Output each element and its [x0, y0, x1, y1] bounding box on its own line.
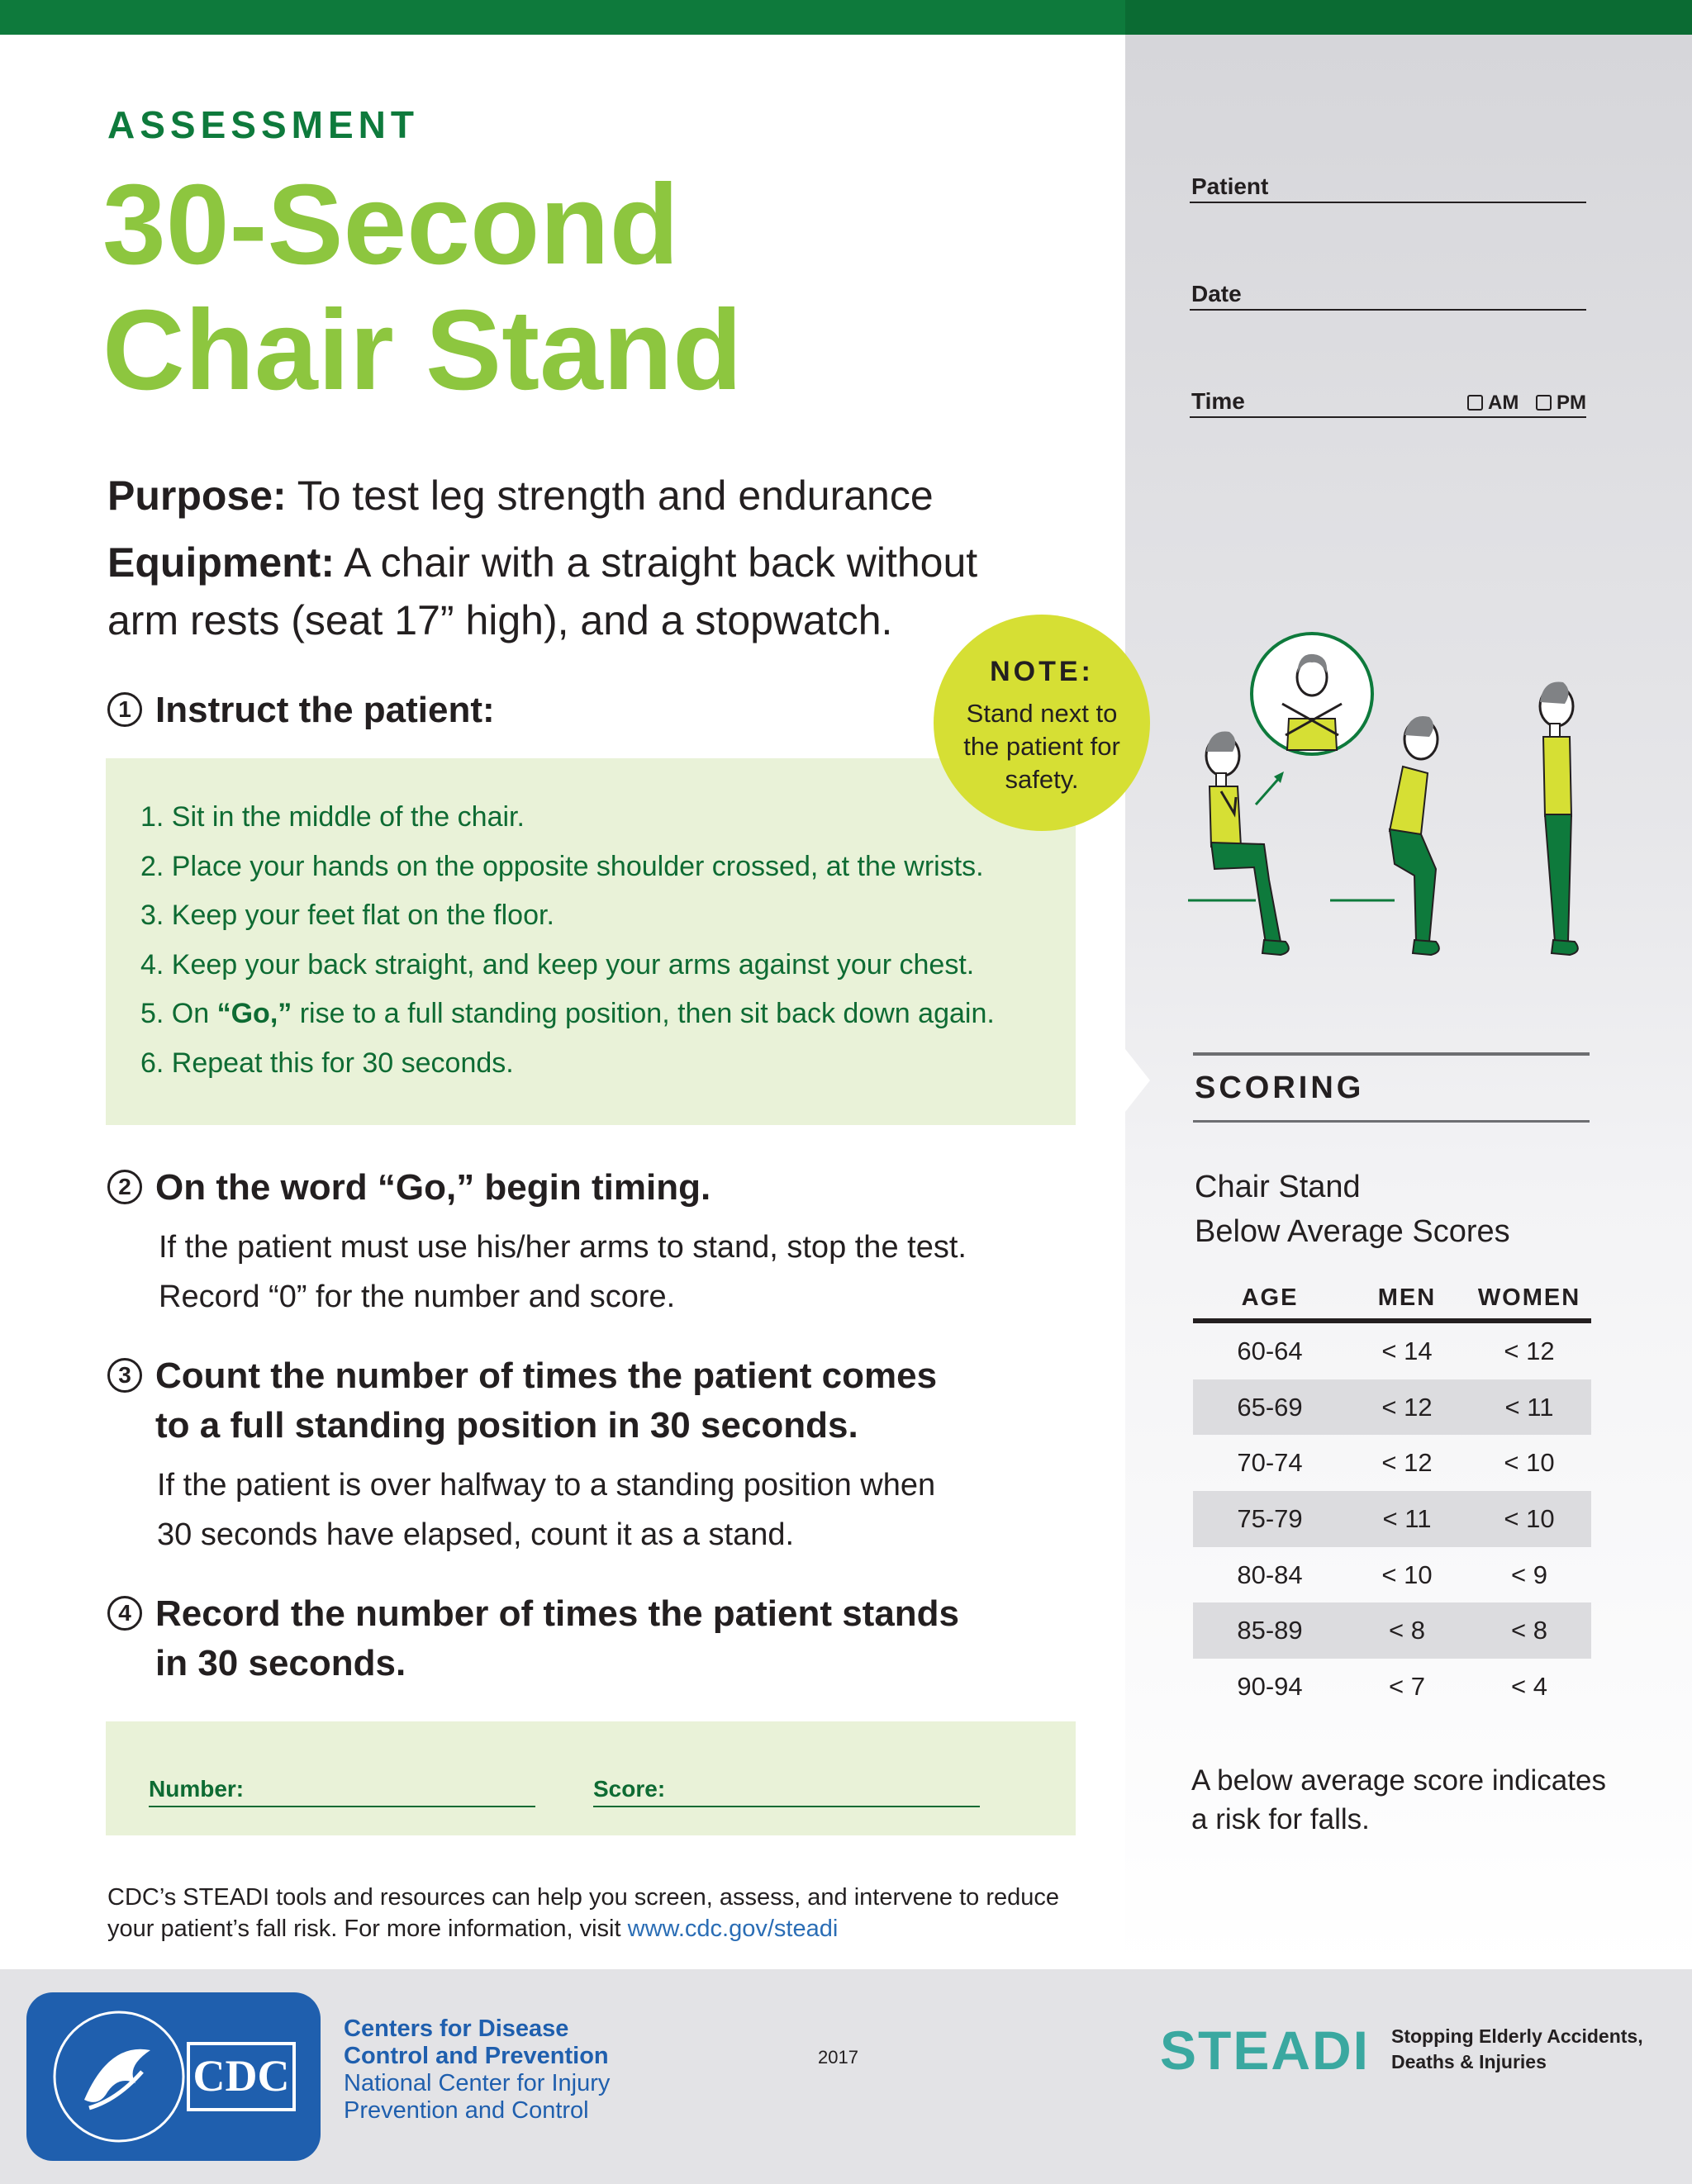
step-4-heading [107, 1589, 959, 1688]
scoring-note-line: A below average score indicates [1191, 1764, 1606, 1797]
am-pm-options [1467, 392, 1586, 415]
table-row [1193, 1491, 1591, 1547]
title-line-2: Chair Stand [102, 287, 743, 414]
instruction-text: 6. Repeat this for 30 seconds. [140, 1047, 514, 1079]
note-title: NOTE: [990, 656, 1094, 687]
instruction-item [140, 941, 995, 990]
step-2-title: On the word “Go,” begin timing. [155, 1167, 711, 1208]
instructions-box [106, 758, 1076, 1125]
men-cell: < 12 [1347, 1379, 1467, 1436]
step-2-number: 2 [107, 1170, 142, 1204]
step-4-title-line2: in 30 seconds. [155, 1643, 406, 1683]
standing-figure-icon [1540, 682, 1578, 956]
hhs-cdc-logo [26, 1992, 321, 2161]
title-line-1: 30-Second [102, 161, 679, 288]
patient-field[interactable] [1190, 202, 1586, 203]
column-header-women: WOMEN [1477, 1284, 1581, 1311]
step-3-number: 3 [107, 1358, 142, 1393]
age-cell: 60-64 [1237, 1336, 1303, 1365]
step-3-text-line: If the patient is over halfway to a standing position when [157, 1468, 936, 1503]
scoring-table [1193, 1277, 1591, 1715]
age-cell: 85-89 [1193, 1602, 1347, 1659]
step-1-number: 1 [107, 692, 142, 727]
scoring-subtitle-line: Below Average Scores [1195, 1214, 1510, 1249]
score-label: Score: [593, 1776, 666, 1802]
age-cell: 80-84 [1237, 1560, 1303, 1589]
footer-info-text [107, 1882, 1099, 1944]
footer-text-line: your patient’s fall risk. For more information, visit [107, 1916, 628, 1942]
pm-label: PM [1557, 392, 1586, 414]
chair-stand-illustration [1173, 628, 1611, 975]
hhs-eagle-icon [26, 1992, 321, 2161]
instruction-item [140, 990, 995, 1039]
step-2-text [159, 1223, 967, 1322]
instruction-item [140, 793, 995, 843]
score-field[interactable] [593, 1806, 980, 1807]
step-3-text-line: 30 seconds have elapsed, count it as a stand. [157, 1517, 795, 1552]
number-label: Number: [149, 1776, 245, 1802]
footer-text-line: CDC’s STEADI tools and resources can help you screen, assess, and intervene to reduce [107, 1884, 1059, 1911]
men-cell: < 14 [1381, 1336, 1433, 1365]
instruction-text: 4. Keep your back straight, and keep your arms against your chest. [140, 948, 975, 980]
instruction-text: 1. Sit in the middle of the chair. [140, 801, 525, 833]
sidebar-notch [1125, 1049, 1150, 1112]
scoring-note [1191, 1761, 1606, 1839]
pm-checkbox[interactable] [1536, 395, 1552, 411]
step-3-title-line1: Count the number of times the patient comes [155, 1356, 938, 1396]
table-row [1193, 1323, 1591, 1379]
equipment-label: Equipment: [107, 539, 335, 586]
step-3-heading [107, 1351, 937, 1450]
scoring-note-line: a risk for falls. [1191, 1803, 1370, 1835]
scoring-subtitle-line: Chair Stand [1195, 1170, 1361, 1204]
men-cell: < 8 [1347, 1602, 1467, 1659]
record-box [106, 1721, 1076, 1835]
women-cell: < 9 [1511, 1560, 1547, 1589]
table-row [1193, 1547, 1591, 1603]
step-3-text [157, 1460, 935, 1560]
instruction-item [140, 891, 995, 941]
equipment-text [107, 534, 1016, 649]
age-cell: 75-79 [1193, 1491, 1347, 1547]
instruction-item [140, 1039, 995, 1089]
men-cell: < 12 [1381, 1448, 1433, 1478]
step-2-text-line: Record “0” for the number and score. [159, 1280, 676, 1314]
equipment-value: A chair with a straight back without arm rests (seat 17” high), and a stopwatch. [107, 539, 978, 643]
instruction-text: 3. Keep your feet flat on the floor. [140, 900, 554, 931]
table-row [1193, 1379, 1591, 1436]
step-2-heading [107, 1163, 711, 1213]
women-cell: < 10 [1467, 1491, 1591, 1547]
women-cell: < 12 [1504, 1336, 1555, 1365]
year-label: 2017 [818, 2047, 858, 2068]
step-3-title-line2: to a full standing position in 30 seconds. [155, 1405, 858, 1446]
eyebrow-label: ASSESSMENT [107, 103, 419, 146]
cdc-name-line: Centers for Disease [344, 2015, 569, 2042]
instruction-emphasis: “Go,” [216, 998, 292, 1029]
am-checkbox[interactable] [1467, 395, 1483, 411]
cdc-name-line: Prevention and Control [344, 2097, 589, 2124]
step-2-text-line: If the patient must use his/her arms to stand, stop the test. [159, 1230, 967, 1265]
purpose-value: To test leg strength and endurance [286, 472, 934, 519]
table-row [1193, 1435, 1591, 1491]
scoring-subtitle [1195, 1165, 1510, 1254]
steadi-link[interactable]: www.cdc.gov/steadi [627, 1916, 839, 1942]
date-field[interactable] [1190, 309, 1586, 311]
cdc-name-line: National Center for Injury [344, 2070, 611, 2096]
number-field[interactable] [149, 1806, 535, 1807]
scoring-divider-top [1193, 1052, 1590, 1056]
men-cell: < 11 [1347, 1491, 1467, 1547]
women-cell: < 11 [1467, 1379, 1591, 1436]
age-cell: 90-94 [1237, 1671, 1303, 1701]
sitting-figure-icon [1188, 732, 1289, 956]
steadi-tagline-line: Deaths & Injuries [1391, 2051, 1547, 2072]
table-row [1193, 1602, 1591, 1659]
step-4-number: 4 [107, 1596, 142, 1631]
time-label: Time [1191, 388, 1245, 414]
women-cell: < 10 [1504, 1448, 1555, 1478]
time-field[interactable] [1190, 416, 1586, 418]
patient-label: Patient [1191, 173, 1269, 199]
safety-note-bubble [934, 615, 1150, 831]
men-cell: < 7 [1389, 1671, 1425, 1701]
age-cell: 70-74 [1237, 1448, 1303, 1478]
purpose-text [107, 469, 934, 522]
scoring-title: SCORING [1195, 1071, 1365, 1105]
column-header-age: AGE [1241, 1284, 1299, 1311]
steadi-tagline-line: Stopping Elderly Accidents, [1391, 2025, 1643, 2047]
note-body: Stand next to the patient for safety. [963, 699, 1120, 794]
age-cell: 65-69 [1193, 1379, 1347, 1436]
arrow-icon [1256, 776, 1281, 805]
top-bar-sidebar [1125, 0, 1692, 35]
instruction-text: 5. On [140, 998, 217, 1029]
step-4-title-line1: Record the number of times the patient stands [155, 1593, 960, 1634]
table-header-row [1193, 1277, 1591, 1318]
page-title [102, 162, 742, 413]
column-header-men: MEN [1377, 1284, 1437, 1311]
men-cell: < 10 [1381, 1560, 1433, 1589]
step-1-heading [107, 686, 495, 735]
instruction-item [140, 843, 995, 892]
instructions-list [140, 793, 995, 1088]
instruction-text: 2. Place your hands on the opposite shoulder crossed, at the wrists. [140, 850, 984, 882]
steadi-logo: STEADI [1160, 2020, 1371, 2081]
crossed-arms-detail-icon [1252, 634, 1372, 754]
scoring-divider-bottom [1193, 1120, 1590, 1123]
cdc-name [344, 2015, 610, 2125]
instruction-text: rise to a full standing position, then sit back down again. [292, 998, 995, 1029]
step-1-title: Instruct the patient: [155, 690, 495, 730]
women-cell: < 8 [1467, 1602, 1591, 1659]
table-row [1193, 1659, 1591, 1715]
am-label: AM [1488, 392, 1519, 414]
cdc-name-line: Control and Prevention [344, 2043, 609, 2069]
steadi-tagline [1391, 2024, 1643, 2075]
women-cell: < 4 [1511, 1671, 1547, 1701]
date-label: Date [1191, 281, 1242, 306]
cdc-badge-text: CDC [192, 2051, 290, 2101]
rising-figure-icon [1330, 716, 1439, 955]
purpose-label: Purpose: [107, 472, 287, 519]
